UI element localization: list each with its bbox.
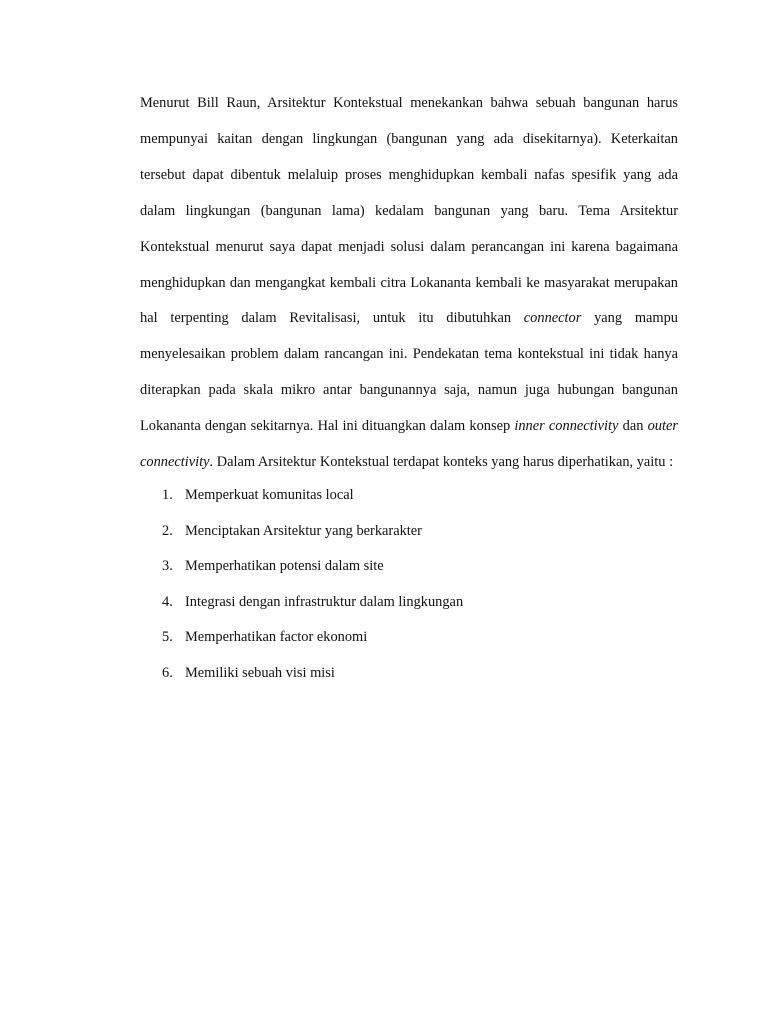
list-item <box>140 478 678 514</box>
body-paragraph <box>140 86 678 481</box>
list-item <box>140 549 678 585</box>
list-item-text: Integrasi dengan infrastruktur dalam lingkungan <box>185 593 464 610</box>
list-item-number: 3. <box>162 558 173 575</box>
list-item-number: 1. <box>162 486 173 503</box>
list-item-number: 5. <box>162 629 173 646</box>
list-item-number: 4. <box>162 593 173 610</box>
list-item <box>140 620 678 656</box>
paragraph-text-4: . Dalam Arsitektur Kontekstual terdapat konteks yang harus diperhatikan, yaitu : <box>209 454 674 471</box>
document-body <box>140 86 678 695</box>
paragraph-text-1: Menurut Bill Raun, Arsitektur Kontekstual menekankan bahwa sebuah bangunan harus mempunyai kaitan dengan lingkungan (bangunan yang ada disekitarnya). Keterkaitan tersebut dapat dibentuk melaluip proses menghidupkan kembali nafas spesifik yang ada dalam lingkungan (bangunan lama) kedalam bangunan yang baru. Tema Arsitektur Kontekstual menurut saya dapat menjadi solusi dalam perancangan ini karena bagaimana menghidupkan dan mengangkat kembali citra Lokananta kembali ke masyarakat merupakan hal terpenting dalam Revitalisasi, untuk itu dibutuhkan <box>140 95 678 327</box>
list-item <box>140 656 678 692</box>
italic-term-connector: connector <box>523 310 582 327</box>
paragraph-text-2: yang mampu menyelesaikan problem dalam rancangan ini. Pendekatan tema kontekstual ini tidak hanya diterapkan pada skala mikro antar bangunannya saja, namun juga hubungan bangunan Lokananta dengan sekitarnya. Hal ini dituangkan dalam konsep <box>140 310 678 435</box>
list-item-number: 6. <box>162 664 173 681</box>
list-item-text: Memperhatikan factor ekonomi <box>185 629 368 646</box>
list-item-text: Memiliki sebuah visi misi <box>185 664 335 681</box>
list-item-number: 2. <box>162 522 173 539</box>
list-item <box>140 514 678 550</box>
list-item <box>140 585 678 621</box>
italic-term-outer-connectivity: outer connectivity <box>140 418 678 471</box>
italic-term-inner-connectivity: inner connectivity <box>514 418 619 435</box>
paragraph-text-3: dan <box>618 418 648 435</box>
list-item-text: Menciptakan Arsitektur yang berkarakter <box>185 522 422 539</box>
list-item-text: Memperhatikan potensi dalam site <box>185 558 384 575</box>
list-item-text: Memperkuat komunitas local <box>185 486 354 503</box>
numbered-list <box>140 478 678 692</box>
